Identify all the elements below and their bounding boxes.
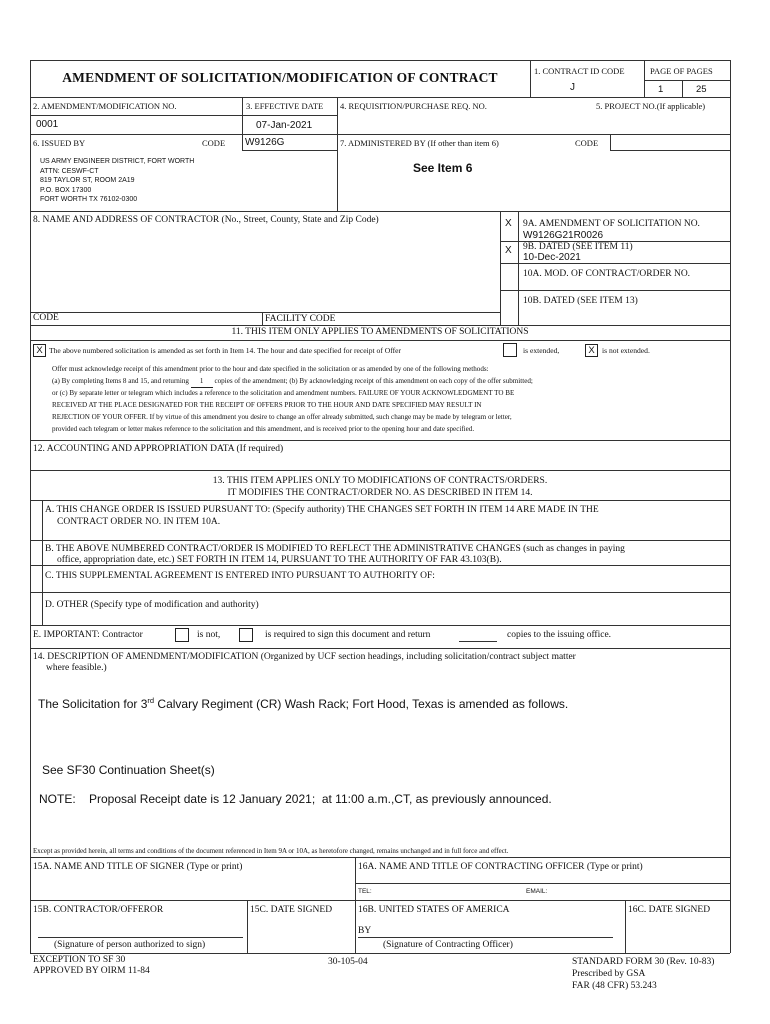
item13-a-line2: CONTRACT ORDER NO. IN ITEM 10A. (57, 517, 221, 527)
far-text: FAR (48 CFR) 53.243 (572, 981, 657, 991)
standard-form-text: STANDARD FORM 30 (Rev. 10-83) (572, 957, 715, 967)
issued-by-label: 6. ISSUED BY (33, 138, 86, 148)
amendment-no-value: 0001 (36, 119, 59, 130)
instructions-line: RECEIVED AT THE PLACE DESIGNATED FOR THE RECEIPT OF OFFERS PRIOR TO THE HOUR AND DATE SPECIFIED MAY RESULT IN (52, 401, 482, 410)
item13-title-1: 13. THIS ITEM APPLIES ONLY TO MODIFICATIONS OF CONTRACTS/ORDERS. (212, 476, 548, 486)
form-title: AMENDMENT OF SOLICITATION/MODIFICATION OF CONTRACT (62, 70, 498, 85)
item11-title: 11. THIS ITEM ONLY APPLIES TO AMENDMENTS OF SOLICITATIONS (231, 327, 529, 337)
requisition-label: 4. REQUISITION/PURCHASE REQ. NO. (340, 101, 487, 111)
contractor-label: 8. NAME AND ADDRESS OF CONTRACTOR (No., Street, County, State and Zip Code) (33, 215, 379, 225)
above-numbered-text: The above numbered solicitation is amended as set forth in Item 14. The hour and date specified for receipt of Offer (49, 346, 402, 355)
description-label-1: 14. DESCRIPTION OF AMENDMENT/MODIFICATION (Organized by UCF section headings, including solicitation/contract subject matter (33, 652, 576, 662)
amendment-no-label: 2. AMENDMENT/MODIFICATION NO. (33, 101, 177, 111)
except-text: Except as provided herein, all terms and conditions of the document referenced in Item 9A or 10A, as heretofore changed, remains unchanged and in full force and effect. (33, 847, 509, 855)
address-line: P.O. BOX 17300 (40, 186, 92, 194)
label-10a: 10A. MOD. OF CONTRACT/ORDER NO. (523, 269, 691, 279)
item13-a-line1: A. THIS CHANGE ORDER IS ISSUED PURSUANT TO: (Specify authority) THE CHANGES SET FORTH IN ITEM 14 ARE MADE IN THE (45, 505, 599, 515)
is-required-text: is required to sign this document and return (265, 630, 431, 640)
continuation-note: See SF30 Continuation Sheet(s) (42, 763, 215, 777)
is-required-checkbox[interactable] (239, 628, 253, 642)
extended-checkbox[interactable] (503, 343, 517, 357)
instructions-line: Offer must acknowledge receipt of this amendment prior to the hour and date specified in the solicitation or as amended by one of the following methods: (52, 365, 489, 373)
issuing-office-address (40, 157, 194, 205)
signature-officer-caption: (Signature of Contracting Officer) (383, 940, 513, 950)
above-numbered-checkbox[interactable]: X (33, 344, 46, 357)
item13-b-line1: B. THE ABOVE NUMBERED CONTRACT/ORDER IS MODIFIED TO REFLECT THE ADMINISTRATIVE CHANGES (such as changes in paying (45, 544, 625, 554)
accounting-label: 12. ACCOUNTING AND APPROPRIATION DATA (If required) (33, 444, 284, 454)
item13-title-2: IT MODIFIES THE CONTRACT/ORDER NO. AS DESCRIBED IN ITEM 14. (227, 488, 533, 498)
is-not-checkbox[interactable] (175, 628, 189, 642)
tel-label: TEL: (358, 888, 372, 895)
extended-text: is extended, (523, 346, 560, 355)
page-number: 1 (658, 84, 664, 95)
form-code: 30-105-04 (328, 957, 368, 967)
instructions-line: REJECTION OF YOUR OFFER. If by virtue of this amendment you desire to change an offer already submitted, such change may be made by telegram or letter, (52, 412, 512, 421)
issued-code-value: W9126G (245, 137, 285, 148)
contractor-date-label: 15C. DATE SIGNED (250, 905, 333, 915)
checkmark-9b: X (505, 245, 512, 256)
label-9a: 9A. AMENDMENT OF SOLICITATION NO. (523, 219, 700, 229)
value-9b: 10-Dec-2021 (523, 252, 581, 263)
description-body: The Solicitation for 3rd Calvary Regiment (CR) Wash Rack; Fort Hood, Texas is amended as follows. (38, 696, 569, 711)
officer-name-label: 16A. NAME AND TITLE OF CONTRACTING OFFICER (Type or print) (358, 862, 643, 872)
effective-date-value: 07-Jan-2021 (256, 120, 313, 131)
instructions-line: provided each telegram or letter makes reference to the solicitation and this amendment, and is received prior to the opening hour and date specified. (52, 424, 475, 433)
item13-b-line2: office, appropriation date, etc.) SET FORTH IN ITEM 14, PURSUANT TO THE AUTHORITY OF FAR 43.103(B). (57, 555, 502, 565)
checkmark-9a: X (505, 218, 512, 229)
issued-code-label: CODE (202, 138, 226, 148)
administered-code-label: CODE (575, 138, 599, 148)
by-label: BY (358, 926, 372, 936)
email-label: EMAIL: (526, 888, 548, 895)
important-label: E. IMPORTANT: Contractor (33, 630, 143, 640)
instructions-line: or (c) By separate letter or telegram which includes a reference to the solicitation and amendment numbers. FAILURE OF YOUR ACKNOWLEDGMENT TO BE (52, 389, 515, 398)
page-of-pages-label: PAGE OF PAGES (650, 66, 713, 76)
project-no-label: 5. PROJECT NO.(If applicable) (596, 101, 706, 111)
see-item-6: See Item 6 (413, 161, 473, 175)
exception-text: EXCEPTION TO SF 30 (33, 955, 126, 965)
total-pages: 25 (696, 84, 707, 95)
copies-text: copies to the issuing office. (507, 630, 612, 640)
approved-text: APPROVED BY OIRM 11-84 (33, 966, 150, 976)
address-line: US ARMY ENGINEER DISTRICT, FORT WORTH (40, 158, 195, 165)
contractor-code-label: CODE (33, 313, 59, 323)
administered-by-label: 7. ADMINISTERED BY (If other than item 6) (340, 138, 499, 148)
label-10b: 10B. DATED (SEE ITEM 13) (523, 296, 638, 306)
label-9b: 9B. DATED (SEE ITEM 11) (523, 242, 633, 252)
usa-label: 16B. UNITED STATES OF AMERICA (358, 905, 510, 915)
item11-instructions (52, 364, 533, 435)
officer-date-label: 16C. DATE SIGNED (628, 905, 711, 915)
copies-returned-field[interactable]: 1 (191, 376, 213, 389)
description-label-2: where feasible.) (46, 663, 107, 673)
not-extended-checkbox[interactable]: X (585, 344, 598, 357)
instructions-line-2: (a) By completing Items 8 and 15, and returning 1 copies of the amendment; (b) By acknowledging receipt of this amendment on each copy of the offer submitted; (52, 376, 533, 389)
is-not-text: is not, (197, 630, 221, 640)
copies-to-return-field[interactable] (459, 641, 497, 642)
value-9a: W9126G21R0026 (523, 230, 604, 241)
contract-id-label: 1. CONTRACT ID CODE (534, 66, 625, 76)
signature-person-caption: (Signature of person authorized to sign) (54, 940, 206, 950)
effective-date-label: 3. EFFECTIVE DATE (246, 101, 324, 111)
contractor-offeror-label: 15B. CONTRACTOR/OFFEROR (33, 905, 164, 915)
contract-id-value: J (570, 82, 575, 93)
address-line: FORT WORTH TX 76102-0300 (40, 196, 138, 203)
address-line: 819 TAYLOR ST, ROOM 2A19 (40, 177, 135, 184)
facility-code-label: FACILITY CODE (265, 314, 336, 324)
address-line: ATTN: CESWF-CT (40, 167, 99, 175)
prescribed-text: Prescribed by GSA (572, 969, 646, 979)
signer-name-label: 15A. NAME AND TITLE OF SIGNER (Type or print) (33, 862, 243, 872)
not-extended-text: is not extended. (602, 346, 650, 355)
proposal-note: NOTE: Proposal Receipt date is 12 January 2021; at 11:00 a.m.,CT, as previously announced. (39, 792, 552, 806)
item13-d: D. OTHER (Specify type of modification and authority) (45, 600, 259, 610)
item13-c: C. THIS SUPPLEMENTAL AGREEMENT IS ENTERED INTO PURSUANT TO AUTHORITY OF: (45, 571, 435, 581)
